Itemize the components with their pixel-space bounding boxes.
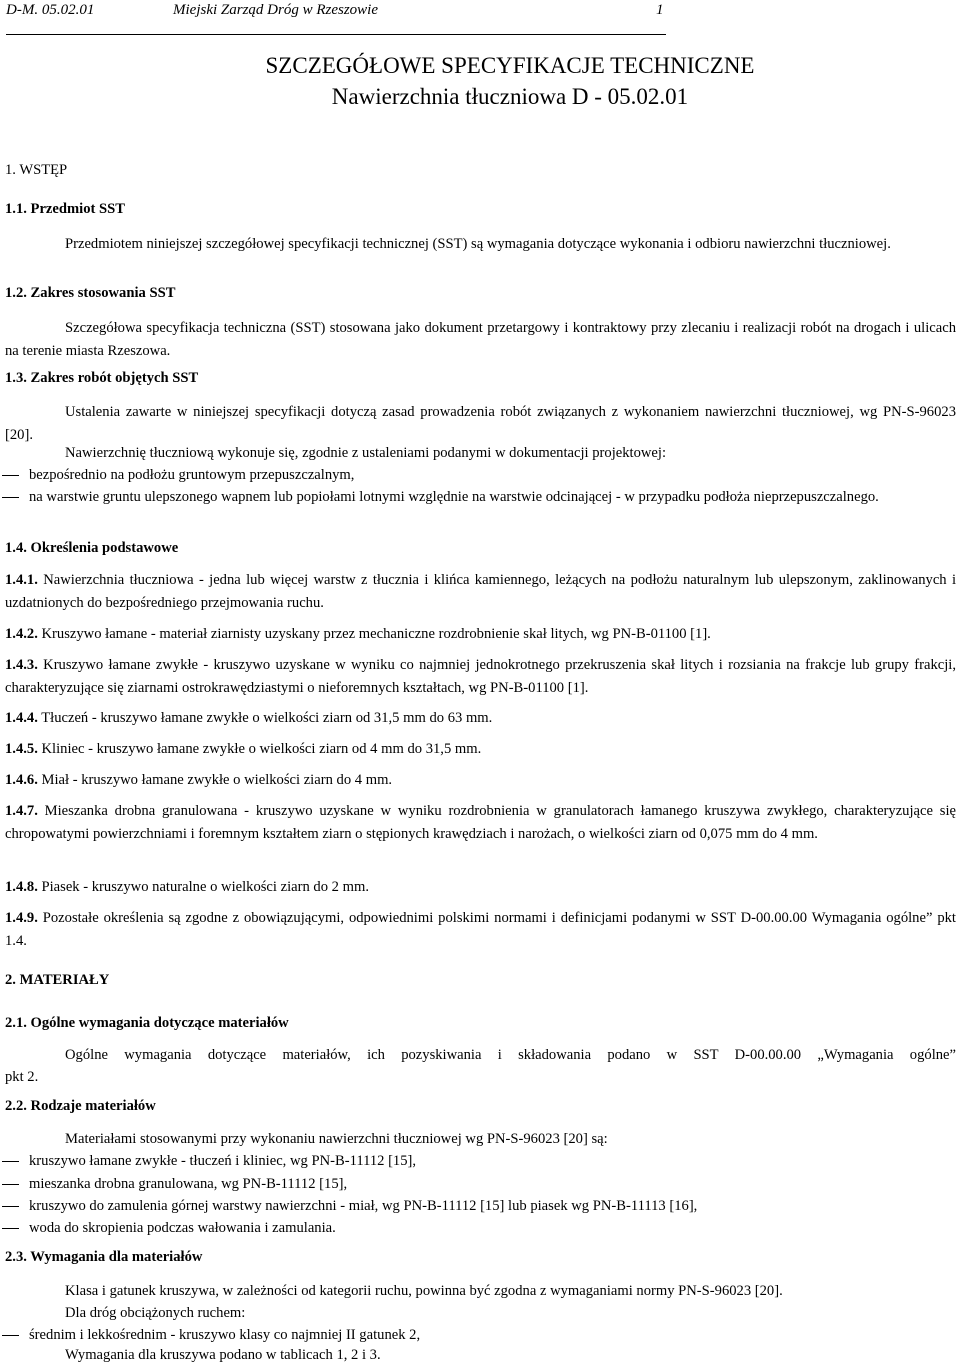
doc-title: SZCZEGÓŁOWE SPECYFIKACJE TECHNICZNE <box>265 53 755 78</box>
section-2-1-text-cont: pkt 2. <box>5 1069 39 1085</box>
page-number: 1 <box>656 2 664 18</box>
list-item: woda do skropienia podczas wałowania i zamulania. <box>29 1220 336 1236</box>
section-1-2-heading: 1.2. Zakres stosowania SST <box>5 285 176 301</box>
section-2-2-heading: 2.2. Rodzaje materiałów <box>5 1098 156 1114</box>
organization: Miejski Zarząd Dróg w Rzeszowie <box>173 2 379 18</box>
list-item: kruszywo do zamulenia górnej warstwy nawierzchni - miał, wg PN-B-11112 [15] lub piasek wg PN-B-11113 [16], <box>29 1198 698 1214</box>
section-2-3-heading: 2.3. Wymagania dla materiałów <box>5 1249 203 1265</box>
doc-code: D-M. 05.02.01 <box>6 2 95 18</box>
section-2-3-text: Klasa i gatunek kruszywa, w zależności od kategorii ruchu, powinna być zgodna z wymaganiami normy PN-S-96023 [20]. <box>65 1283 783 1299</box>
section-1-1-heading: 1.1. Przedmiot SST <box>5 201 125 217</box>
definition-1-4-8: 1.4.8. Piasek - kruszywo naturalne o wielkości ziarn do 2 mm. <box>5 879 369 895</box>
bullet-dash <box>2 1184 19 1185</box>
page-header <box>6 0 666 35</box>
list-item: średnim i lekkośrednim - kruszywo klasy co najmniej II gatunek 2, <box>29 1327 421 1343</box>
list-item: kruszywo łamane zwykłe - tłuczeń i kliniec, wg PN-B-11112 [15], <box>29 1153 417 1169</box>
section-1-3-text2: Nawierzchnię tłuczniową wykonuje się, zgodnie z ustaleniami podanymi w dokumentacji projektowej: <box>65 445 667 461</box>
section-2-2-intro: Materiałami stosowanymi przy wykonaniu nawierzchni tłuczniowej wg PN-S-96023 [20] są: <box>65 1131 608 1147</box>
bullet-dash <box>2 1335 19 1336</box>
section-1-3-heading: 1.3. Zakres robót objętych SST <box>5 370 199 386</box>
section-2-3-text3: Wymagania dla kruszywa podano w tablicach 1, 2 i 3. <box>65 1347 381 1363</box>
section-1-3-text: Ustalenia zawarte w niniejszej specyfikacji dotyczą zasad prowadzenia robót związanych z wykonaniem nawierzchni tłuczniowej, wg PN-S-96023 [20]. <box>5 404 956 443</box>
doc-subtitle: Nawierzchnia tłuczniowa D - 05.02.01 <box>331 84 689 109</box>
section-1-1-text: Przedmiotem niniejszej szczegółowej specyfikacji technicznej (SST) są wymagania dotyczące wykonania i odbioru nawierzchni tłuczniowej. <box>65 236 891 252</box>
section-2-heading: 2. MATERIAŁY <box>5 972 110 988</box>
bullet-dash <box>2 1161 19 1162</box>
definition-1-4-3: 1.4.3. Kruszywo łamane zwykłe - kruszywo uzyskane w wyniku co najmniej jednokrotnego przekruszenia skał litych i rozsiania na frakcje lub grupy frakcji, charakteryzujące się ziarnami ostrokrawędziastymi o nieforemnych kształtach, wg PN-B-01100 [1]. <box>5 657 957 696</box>
bullet-dash <box>2 497 19 498</box>
section-2-1-text: Ogólne wymagania dotyczące materiałów, ich pozyskiwania i składowania podano w SST D-00.00.00 „Wymagania ogólne” <box>65 1047 956 1063</box>
list-item: na warstwie gruntu ulepszonego wapnem lub popiołami lotnymi względnie na warstwie odcinającej - w przypadku podłoża nieprzepuszczalnego. <box>29 489 879 505</box>
definition-1-4-6: 1.4.6. Miał - kruszywo łamane zwykłe o wielkości ziarn do 4 mm. <box>5 772 393 788</box>
list-item: mieszanka drobna granulowana, wg PN-B-11112 [15], <box>29 1176 348 1192</box>
definition-1-4-5: 1.4.5. Kliniec - kruszywo łamane zwykłe o wielkości ziarn od 4 mm do 31,5 mm. <box>5 741 482 757</box>
definition-1-4-9: 1.4.9. Pozostałe określenia są zgodne z obowiązującymi, odpowiednimi polskimi normami i definicjami podanymi w SST D-00.00.00 Wymagania ogólne” pkt 1.4. <box>5 910 956 949</box>
bullet-dash <box>2 1206 19 1207</box>
bullet-dash <box>2 475 19 476</box>
section-1-heading: 1. WSTĘP <box>5 162 68 178</box>
bullet-dash <box>2 1228 19 1229</box>
section-2-3-text2: Dla dróg obciążonych ruchem: <box>65 1305 246 1321</box>
section-2-1-heading: 2.1. Ogólne wymagania dotyczące materiałów <box>5 1015 289 1031</box>
section-1-2-text: Szczegółowa specyfikacja techniczna (SST) stosowana jako dokument przetargowy i kontraktowy przy zlecaniu i realizacji robót na drogach i ulicach na terenie miasta Rzeszowa. <box>5 320 956 359</box>
definition-1-4-4: 1.4.4. Tłuczeń - kruszywo łamane zwykłe o wielkości ziarn od 31,5 mm do 63 mm. <box>5 710 493 726</box>
section-1-4-heading: 1.4. Określenia podstawowe <box>5 540 179 556</box>
definition-1-4-2: 1.4.2. Kruszywo łamane - materiał ziarnisty uzyskany przez mechaniczne rozdrobnienie skał litych, wg PN-B-01100 [1]. <box>5 626 711 642</box>
list-item: bezpośrednio na podłożu gruntowym przepuszczalnym, <box>29 467 355 483</box>
definition-1-4-1: 1.4.1. Nawierzchnia tłuczniowa - jedna lub więcej warstw z tłucznia i klińca kamiennego, leżących na podłożu naturalnym lub ulepszonym, zaklinowanych i uzdatnionych do bezpośredniego przejmowania ruchu. <box>5 572 956 611</box>
definition-1-4-7: 1.4.7. Mieszanka drobna granulowana - kruszywo uzyskane w wyniku rozdrobnienia w granulatorach łamanego kruszywa zwykłego, charakteryzujące się chropowatymi powierzchniami i foremnym kształtem ziarn o stępionych krawędziach i narożach, o wielkości ziarn od 0,075 mm do 4 mm. <box>5 803 956 842</box>
